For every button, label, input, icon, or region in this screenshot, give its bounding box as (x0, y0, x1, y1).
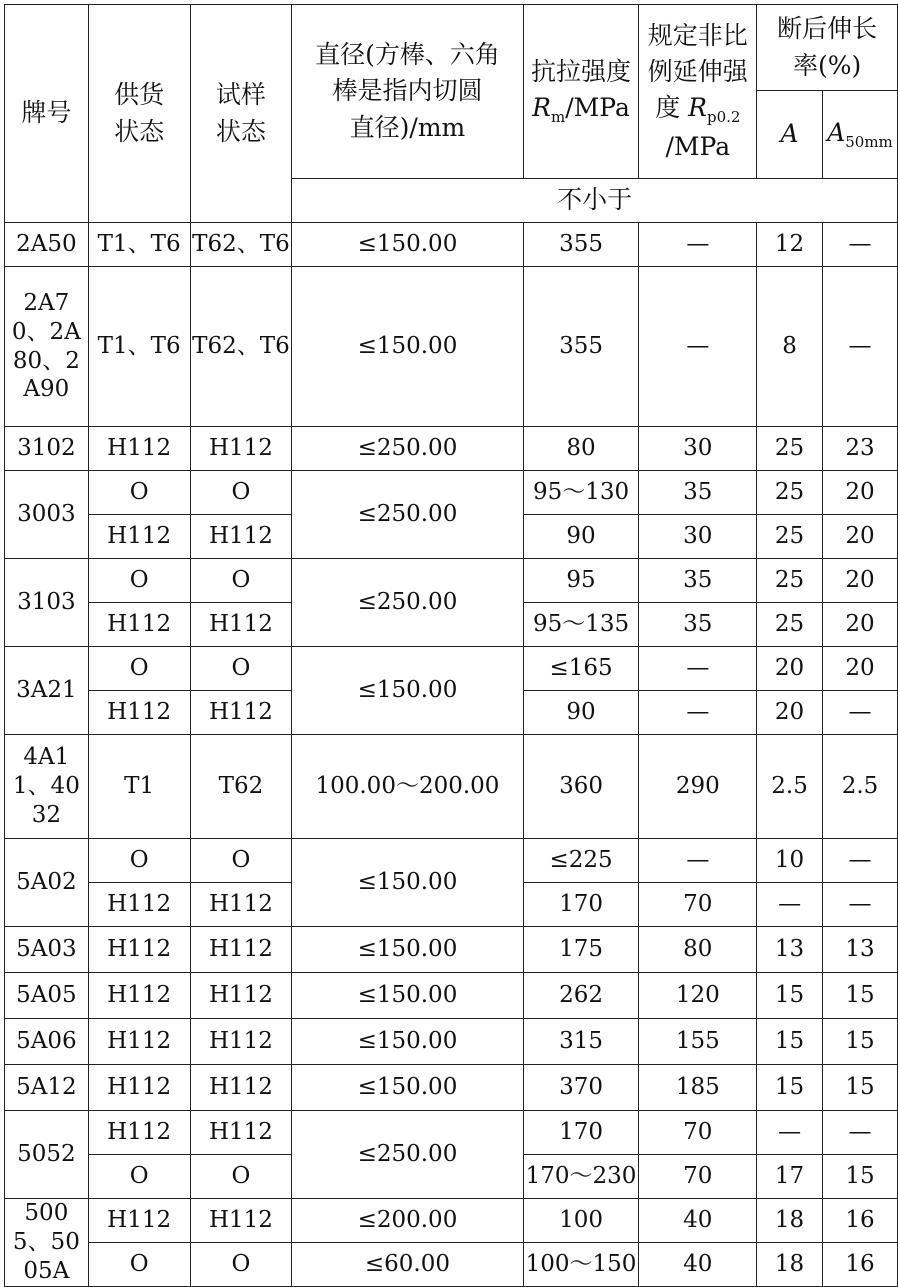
cell-sample-state: O (190, 559, 292, 603)
cell-elongation-a: 8 (757, 267, 823, 427)
cell-elongation-a: 17 (757, 1155, 823, 1199)
cell-elongation-a: 15 (757, 973, 823, 1019)
cell-sample-state: O (190, 647, 292, 691)
cell-diameter: 100.00～200.00 (292, 735, 523, 839)
cell-tensile-strength: 175 (523, 927, 639, 973)
cell-sample-state: H112 (190, 427, 292, 471)
cell-elongation-a50: 2.5 (822, 735, 897, 839)
cell-proof-strength: 35 (639, 559, 757, 603)
cell-tensile-strength: 170～230 (523, 1155, 639, 1199)
cell-sample-state: O (190, 471, 292, 515)
header-elongation: 断后伸长 率(%) (757, 5, 898, 91)
cell-elongation-a: 15 (757, 1065, 823, 1111)
cell-elongation-a: 25 (757, 603, 823, 647)
cell-supply-state: H112 (88, 515, 190, 559)
table-row (5, 1019, 898, 1065)
cell-sample-state: H112 (190, 973, 292, 1019)
cell-supply-state: T1、T6 (88, 267, 190, 427)
cell-sample-state: H112 (190, 1199, 292, 1243)
cell-diameter: ≤150.00 (292, 267, 523, 427)
cell-elongation-a: — (757, 883, 823, 927)
cell-diameter: ≤250.00 (292, 427, 523, 471)
cell-elongation-a50: — (822, 883, 897, 927)
cell-elongation-a: — (757, 1111, 823, 1155)
cell-proof-strength: 40 (639, 1199, 757, 1243)
cell-sample-state: O (190, 1243, 292, 1287)
cell-elongation-a50: 15 (822, 1065, 897, 1111)
cell-grade: 2A50 (5, 223, 89, 267)
cell-supply-state: H112 (88, 1019, 190, 1065)
table-row (5, 647, 898, 691)
cell-sample-state: H112 (190, 515, 292, 559)
table-row (5, 1199, 898, 1243)
cell-tensile-strength: 170 (523, 883, 639, 927)
header-sample-state: 试样 状态 (190, 5, 292, 223)
cell-proof-strength: 290 (639, 735, 757, 839)
cell-diameter: ≤150.00 (292, 1065, 523, 1111)
cell-tensile-strength: 355 (523, 267, 639, 427)
cell-supply-state: H112 (88, 427, 190, 471)
cell-sample-state: O (190, 1155, 292, 1199)
cell-proof-strength: — (639, 223, 757, 267)
cell-proof-strength: 30 (639, 427, 757, 471)
cell-supply-state: H112 (88, 691, 190, 735)
cell-elongation-a: 18 (757, 1199, 823, 1243)
cell-elongation-a50: 15 (822, 1155, 897, 1199)
cell-elongation-a50: — (822, 267, 897, 427)
cell-grade: 3102 (5, 427, 89, 471)
cell-elongation-a: 25 (757, 515, 823, 559)
cell-tensile-strength: ≤165 (523, 647, 639, 691)
cell-diameter: ≤250.00 (292, 471, 523, 559)
table-row (5, 427, 898, 471)
cell-supply-state: O (88, 1243, 190, 1287)
cell-supply-state: H112 (88, 973, 190, 1019)
cell-diameter: ≤60.00 (292, 1243, 523, 1287)
cell-elongation-a50: 20 (822, 603, 897, 647)
cell-elongation-a: 20 (757, 647, 823, 691)
cell-tensile-strength: 95～135 (523, 603, 639, 647)
cell-elongation-a50: 20 (822, 515, 897, 559)
cell-elongation-a50: 16 (822, 1199, 897, 1243)
cell-supply-state: H112 (88, 1199, 190, 1243)
cell-sample-state: H112 (190, 691, 292, 735)
cell-proof-strength: — (639, 691, 757, 735)
cell-grade: 5A05 (5, 973, 89, 1019)
cell-sample-state: T62、T6 (190, 267, 292, 427)
cell-elongation-a: 2.5 (757, 735, 823, 839)
cell-elongation-a50: 23 (822, 427, 897, 471)
cell-supply-state: O (88, 1155, 190, 1199)
mechanical-properties-table (4, 4, 898, 1287)
table-row (5, 471, 898, 515)
cell-tensile-strength: 100 (523, 1199, 639, 1243)
cell-sample-state: T62 (190, 735, 292, 839)
cell-elongation-a: 12 (757, 223, 823, 267)
table-row (5, 735, 898, 839)
table-row (5, 1243, 898, 1287)
header-not-less-than: 不小于 (292, 179, 898, 223)
cell-grade: 5A12 (5, 1065, 89, 1111)
cell-proof-strength: 70 (639, 1111, 757, 1155)
cell-elongation-a50: — (822, 839, 897, 883)
cell-elongation-a: 25 (757, 427, 823, 471)
cell-tensile-strength: 80 (523, 427, 639, 471)
header-row-1 (5, 5, 898, 91)
cell-diameter: ≤150.00 (292, 839, 523, 927)
cell-proof-strength: 35 (639, 603, 757, 647)
cell-tensile-strength: 95 (523, 559, 639, 603)
cell-diameter: ≤150.00 (292, 1019, 523, 1065)
cell-tensile-strength: 360 (523, 735, 639, 839)
cell-tensile-strength: 315 (523, 1019, 639, 1065)
cell-elongation-a50: 15 (822, 973, 897, 1019)
cell-sample-state: H112 (190, 1111, 292, 1155)
cell-tensile-strength: 355 (523, 223, 639, 267)
table-row (5, 927, 898, 973)
cell-proof-strength: 70 (639, 883, 757, 927)
cell-sample-state: H112 (190, 1019, 292, 1065)
header-supply-state: 供货 状态 (88, 5, 190, 223)
cell-elongation-a50: — (822, 691, 897, 735)
cell-supply-state: H112 (88, 1111, 190, 1155)
cell-grade: 2A70、2A80、2A90 (5, 267, 89, 427)
cell-sample-state: H112 (190, 1065, 292, 1111)
cell-supply-state: H112 (88, 1065, 190, 1111)
cell-grade: 5A02 (5, 839, 89, 927)
header-proof-strength: 规定非比 例延伸强 度 $R_{p0.2}$ /MPa (639, 5, 757, 179)
cell-proof-strength: — (639, 839, 757, 883)
cell-diameter: ≤150.00 (292, 973, 523, 1019)
cell-supply-state: H112 (88, 603, 190, 647)
header-elongation-a50: $A_{50mm}$ (822, 91, 897, 179)
cell-elongation-a: 10 (757, 839, 823, 883)
cell-proof-strength: 185 (639, 1065, 757, 1111)
cell-elongation-a: 15 (757, 1019, 823, 1065)
cell-diameter: ≤150.00 (292, 647, 523, 735)
cell-proof-strength: 155 (639, 1019, 757, 1065)
cell-diameter: ≤250.00 (292, 1111, 523, 1199)
cell-grade: 3003 (5, 471, 89, 559)
cell-sample-state: O (190, 839, 292, 883)
table-row (5, 223, 898, 267)
header-tensile-strength: 抗拉强度 $R_m$/MPa (523, 5, 639, 179)
cell-diameter: ≤150.00 (292, 223, 523, 267)
cell-supply-state: O (88, 559, 190, 603)
cell-elongation-a50: — (822, 1111, 897, 1155)
cell-tensile-strength: 90 (523, 515, 639, 559)
cell-grade: 5052 (5, 1111, 89, 1199)
header-diameter: 直径(方棒、六角 棒是指内切圆 直径)/mm (292, 5, 523, 179)
header-elongation-a: A (757, 91, 823, 179)
cell-elongation-a: 25 (757, 471, 823, 515)
cell-proof-strength: — (639, 267, 757, 427)
table-row (5, 839, 898, 883)
cell-grade: 4A11、4032 (5, 735, 89, 839)
table-row (5, 1065, 898, 1111)
cell-proof-strength: 120 (639, 973, 757, 1019)
cell-diameter: ≤150.00 (292, 927, 523, 973)
cell-diameter: ≤200.00 (292, 1199, 523, 1243)
cell-elongation-a50: 15 (822, 1019, 897, 1065)
cell-supply-state: O (88, 839, 190, 883)
cell-sample-state: H112 (190, 927, 292, 973)
cell-tensile-strength: 90 (523, 691, 639, 735)
cell-elongation-a: 25 (757, 559, 823, 603)
cell-diameter: ≤250.00 (292, 559, 523, 647)
cell-grade: 3103 (5, 559, 89, 647)
cell-proof-strength: 30 (639, 515, 757, 559)
cell-sample-state: T62、T6 (190, 223, 292, 267)
cell-proof-strength: 35 (639, 471, 757, 515)
cell-tensile-strength: ≤225 (523, 839, 639, 883)
cell-proof-strength: 70 (639, 1155, 757, 1199)
cell-supply-state: H112 (88, 883, 190, 927)
cell-elongation-a50: 20 (822, 471, 897, 515)
cell-grade: 3A21 (5, 647, 89, 735)
cell-proof-strength: 80 (639, 927, 757, 973)
cell-elongation-a: 13 (757, 927, 823, 973)
cell-proof-strength: — (639, 647, 757, 691)
table-row (5, 973, 898, 1019)
cell-tensile-strength: 100～150 (523, 1243, 639, 1287)
cell-tensile-strength: 262 (523, 973, 639, 1019)
cell-tensile-strength: 170 (523, 1111, 639, 1155)
cell-elongation-a50: 20 (822, 647, 897, 691)
cell-elongation-a: 18 (757, 1243, 823, 1287)
cell-elongation-a50: 13 (822, 927, 897, 973)
cell-supply-state: T1、T6 (88, 223, 190, 267)
cell-grade: 5005、5005A (5, 1199, 89, 1287)
cell-tensile-strength: 370 (523, 1065, 639, 1111)
cell-proof-strength: 40 (639, 1243, 757, 1287)
table-row (5, 1111, 898, 1155)
cell-supply-state: T1 (88, 735, 190, 839)
cell-sample-state: H112 (190, 883, 292, 927)
cell-elongation-a50: — (822, 223, 897, 267)
cell-tensile-strength: 95～130 (523, 471, 639, 515)
table-row (5, 559, 898, 603)
cell-elongation-a: 20 (757, 691, 823, 735)
cell-supply-state: H112 (88, 927, 190, 973)
cell-supply-state: O (88, 647, 190, 691)
cell-grade: 5A06 (5, 1019, 89, 1065)
cell-supply-state: O (88, 471, 190, 515)
cell-grade: 5A03 (5, 927, 89, 973)
header-grade: 牌号 (5, 5, 89, 223)
cell-sample-state: H112 (190, 603, 292, 647)
cell-elongation-a50: 20 (822, 559, 897, 603)
cell-elongation-a50: 16 (822, 1243, 897, 1287)
table-row (5, 267, 898, 427)
